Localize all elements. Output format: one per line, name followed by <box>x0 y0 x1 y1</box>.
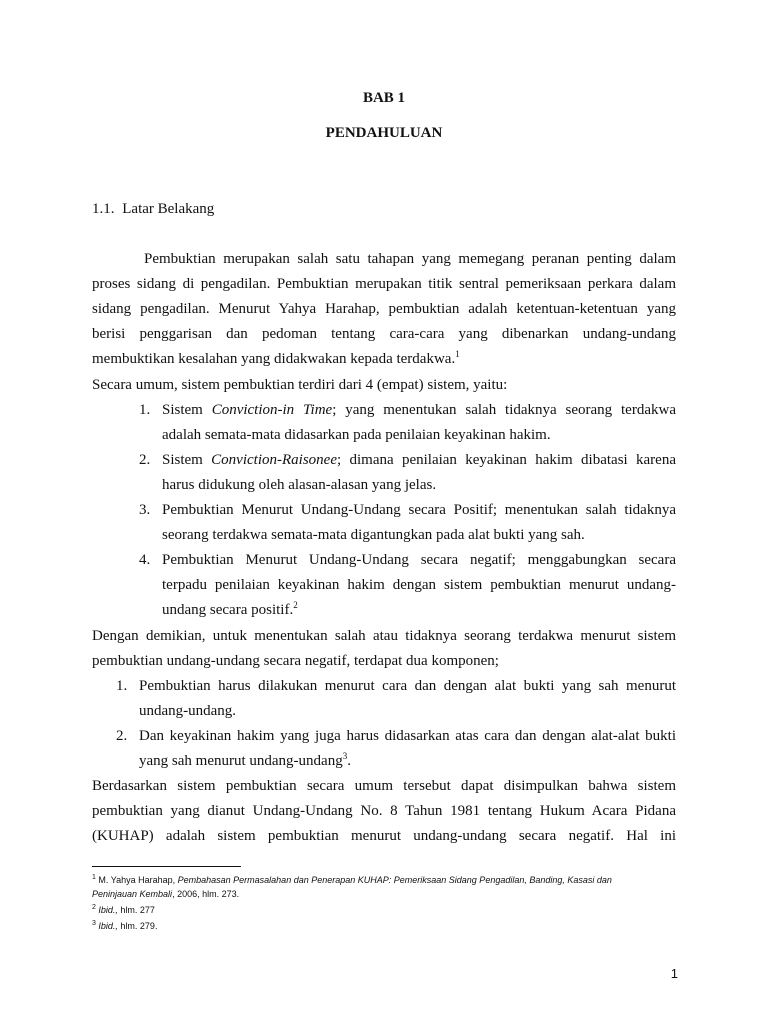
para4-line: Berdasarkan sistem pembuktian secara umum tersebut dapat disimpulkan bahwa sistem <box>92 778 676 794</box>
list1-item-line: undang secara positif.$^2$ <box>162 600 298 618</box>
para1-line: membuktikan kesalahan yang didakwakan kepada terdakwa.$^1$ <box>92 349 460 367</box>
list1-number: 3. <box>139 502 151 518</box>
footnote-ref: 3 <box>342 751 348 761</box>
footnote-1-cont: Peninjauan Kembali, 2006, hlm. 273. <box>92 889 240 899</box>
para1-line: proses sidang di pengadilan. Pembuktian merupakan titik sentral pemeriksaan perkara dalam <box>92 276 676 292</box>
list1-item-line: Sistem Conviction-Raisonee; dimana penilaian keyakinan hakim dibatasi karena <box>162 452 676 468</box>
para1-line: sidang pengadilan. Menurut Yahya Harahap, pembuktian adalah ketentuan-ketentuan yang <box>92 301 676 317</box>
chapter-heading: BAB 1 <box>362 90 406 106</box>
list1-item-line: Pembuktian Menurut Undang-Undang secara Positif; menentukan salah tidaknya <box>162 502 676 518</box>
page-number: 1 <box>670 966 678 981</box>
section-title: Latar Belakang <box>122 201 215 217</box>
para3-line: Dengan demikian, untuk menentukan salah atau tidaknya seorang terdakwa menurut sistem <box>92 628 676 644</box>
para4-line: pembuktian yang dianut Undang-Undang No. 8 Tahun 1981 tentang Hukum Acara Pidana <box>92 803 676 819</box>
para2-line: Secara umum, sistem pembuktian terdiri dari 4 (empat) sistem, yaitu: <box>92 377 508 393</box>
footnote-3: $^3$ Ibid., hlm. 279. <box>92 920 158 931</box>
para1-line: Pembuktian merupakan salah satu tahapan yang memegang peranan penting dalam <box>144 251 676 267</box>
list2-item-line: yang sah menurut undang-undang$^3$. <box>139 751 351 769</box>
list2-number: 2. <box>116 728 128 744</box>
list1-item-line: terpadu penilaian keyakinan hakim dengan sistem pembuktian menurut undang- <box>162 577 676 593</box>
list1-number: 1. <box>139 402 151 418</box>
para4-line: (KUHAP) adalah sistem pembuktian menurut undang-undang secara negatif. Hal ini <box>92 828 676 844</box>
list1-item-line: seorang terdakwa semata-mata digantungkan pada alat bukti yang sah. <box>162 527 585 543</box>
section-heading <box>92 200 214 218</box>
footnote-ref: 2 <box>293 600 298 610</box>
para3-line: pembuktian undang-undang secara negatif, terdapat dua komponen; <box>92 653 499 669</box>
para1-line: berisi penggarisan dan pedoman tentang cara-cara yang dibenarkan undang-undang <box>92 326 676 342</box>
chapter-title: PENDAHULUAN <box>325 125 443 141</box>
list2-item-line: undang-undang. <box>139 703 237 719</box>
section-number: 1.1. <box>92 201 115 217</box>
list2-item-line: Pembuktian harus dilakukan menurut cara dan dengan alat bukti yang sah menurut <box>139 678 676 694</box>
list2-item-line: Dan keyakinan hakim yang juga harus didasarkan atas cara dan dengan alat-alat bukti <box>139 728 676 744</box>
list1-number: 2. <box>139 452 151 468</box>
list1-item-line: adalah semata-mata didasarkan pada penilaian keyakinan hakim. <box>162 427 551 443</box>
list2-number: 1. <box>116 678 128 694</box>
footnote-ref: 1 <box>455 349 460 359</box>
footnote-1: $^1$ M. Yahya Harahap, Pembahasan Permasalahan dan Penerapan KUHAP: Pemeriksaan Sidang Pengadilan, Banding, Kasasi dan <box>92 874 612 885</box>
list1-item-line: harus didukung oleh alasan-alasan yang jelas. <box>162 477 437 493</box>
footnote-2: $^2$ Ibid., hlm. 277 <box>92 904 155 915</box>
list1-number: 4. <box>139 552 151 568</box>
list1-item-line: Sistem Conviction-in Time; yang menentukan salah tidaknya seorang terdakwa <box>162 402 676 418</box>
footnote-separator <box>92 866 241 867</box>
list1-item-line: Pembuktian Menurut Undang-Undang secara negatif; menggabungkan secara <box>162 552 676 568</box>
